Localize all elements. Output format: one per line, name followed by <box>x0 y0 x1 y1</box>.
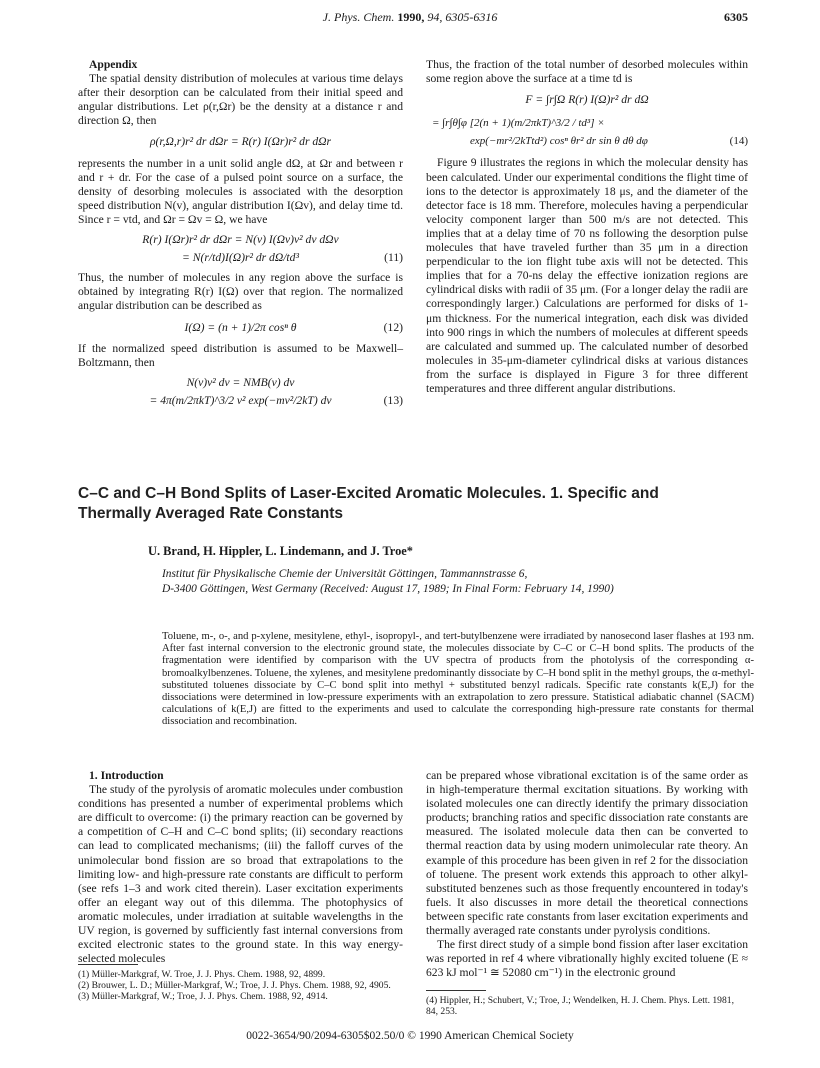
section-heading: 1. Introduction <box>89 769 164 782</box>
equation-12: I(Ω) = (n + 1)/2π cosⁿ θ (12) <box>184 320 403 334</box>
equation-number: (13) <box>383 393 403 407</box>
equation-number: (11) <box>384 251 403 265</box>
footnotes-left <box>78 964 403 1003</box>
equation-11-line2: = N(r/td)I(Ω)r² dr dΩ/td³ (11) <box>182 251 403 265</box>
body-paragraph: The study of the pyrolysis of aromatic molecules under combustion conditions has presented a number of experimental problems which are difficult to overcome: (i) the primary reaction can be governed by a competition of C–H and C–C bond splits; (ii) secondary reactions can lead to complicated mechanisms; (iii) the falloff curves of the unimolecular bond fission are so broad that extrapolations to the limiting low- and high-pressure rate constants are difficult to perform (see refs 1–3 and work cited therein). Laser excitation experiments offer an elegant way out of this dilemma. The photophysics of aromatic molecules, under irradiation at suitable wavelengths in the UV region, is governed by sufficiently fast internal conversions from excited electronic states to the ground state. In this way energy-selected molecules <box>78 783 403 966</box>
equation-number: (12) <box>383 320 403 334</box>
equation-13-line2: = 4π(m/2πkT)^3/2 v² exp(−mv²/2kT) dv (13) <box>149 393 403 407</box>
introduction-left <box>78 769 403 966</box>
footnote: (1) Müller-Markgraf, W. Troe, J. J. Phys. Chem. 1988, 92, 4899. <box>78 969 326 980</box>
footnotes-right <box>426 990 748 1017</box>
introduction-right <box>426 769 748 980</box>
footnote-rule <box>78 964 138 965</box>
equation-14-line1: = ∫r∫θ∫φ [2(n + 1)(m/2πkT)^3/2 / td³] × <box>432 117 605 130</box>
journal-name: J. Phys. Chem. <box>322 10 395 24</box>
journal-volume: 94, <box>427 10 443 24</box>
affiliation: Institut für Physikalische Chemie der Universität Göttingen, Tammannstrasse 6, D-3400 Göttingen, West Germany (Received: August 17, 1989; In Final Form: February 14, 1990) <box>162 568 614 595</box>
appendix-paragraph: The spatial density distribution of molecules at various time delays after their desorption can be calculated from their initial speed and angular distributions. Let ρ(r,Ωr) be the density at a distance r and direction Ω, then <box>78 72 403 128</box>
equation-11-line1: R(r) I(Ωr)r² dr dΩr = N(v) I(Ωv)v² dv dΩv <box>142 233 339 247</box>
footnote-rule <box>426 990 486 991</box>
journal-pages: 6305-6316 <box>445 10 498 24</box>
appendix-section <box>78 58 403 412</box>
authors: U. Brand, H. Hippler, L. Lindemann, and J. Troe* <box>148 544 413 558</box>
copyright-line: 0022-3654/90/2094-6305$02.50/0 © 1990 American Chemical Society <box>246 1030 574 1042</box>
footnote: (2) Brouwer, L. D.; Müller-Markgraf, W.; Troe, J. J. Phys. Chem. 1988, 92, 4905. <box>78 980 391 992</box>
article-title: C–C and C–H Bond Splits of Laser-Excited Aromatic Molecules. 1. Specific and Thermally Averaged Rate Constants <box>78 485 659 522</box>
body-paragraph: Figure 9 illustrates the regions in which the molecular density has been calculated. Under our experimental conditions the flight time of ions to the detector is approximately 18 μs, and the diameter of the detector face is 18 mm. Therefore, molecules having a perpendicular velocity component larger than 500 m/s are not detected. This implies that at a delay time of 70 ns following the desorption pulse molecules that have traveled further than 35 μm in a direction perpendicular to the ion flight tube axis will not be detected. This implies that for a 70-ns delay the effective ionization regions are cylindrical disks with radii of 35 μm. (For a longer delay the radii are correspondingly larger.) Calculations are performed for disks of 1-μm thickness. For the numerical integration, each disk was divided into 900 rings in which the numbers of molecules at different speeds are calculated and summed up. The calculated number of desorbed molecules in 35-μm-diameter cylindrical disks at various distances from the surface is displayed in Figure 3 for three different temperatures and three different angular distributions. <box>426 156 748 395</box>
body-paragraph: Thus, the fraction of the total number of desorbed molecules within some region above the surface at a time td is <box>426 58 748 86</box>
body-paragraph: can be prepared whose vibrational excitation is of the same order as in high-temperature thermal excitation situations. By working with isolated molecules one can directly identify the primary dissociation products; branching ratios and specific dissociation rate constants are measured. The isolated molecule data then can be converted to thermal reaction data by using modern unimolecular rate theory. An example of this procedure has been given in ref 2 for the dissociation of toluene. The present work extends this approach to other alkyl-substituted benzenes such as those frequently encountered in today's fuels. It also discusses in more detail the theoretical connections between specific rate constants from laser excitation experiments and thermally averaged rate constants under pyrolysis conditions. <box>426 769 748 938</box>
footnote: (4) Hippler, H.; Schubert, V.; Troe, J.; Wendelken, H. J. Chem. Phys. Lett. 1981, 84, 253. <box>426 995 734 1018</box>
footnote: (3) Müller-Markgraf, W.; Troe, J. J. Phys. Chem. 1988, 92, 4914. <box>78 991 328 1003</box>
equation-number: (14) <box>729 135 748 148</box>
equation-13-line1: N(v)v² dv = NMB(v) dv <box>186 375 295 389</box>
body-paragraph: The first direct study of a simple bond fission after laser excitation was reported in ref 4 where vibrationally highly excited toluene (E ≈ 623 kJ mol⁻¹ ≅ 52080 cm⁻¹) in the electronic ground <box>426 938 748 980</box>
page-number: 6305 <box>724 10 748 24</box>
appendix-paragraph: If the normalized speed distribution is assumed to be Maxwell–Boltzmann, then <box>78 341 403 369</box>
equation-density: ρ(r,Ω,r)r² dr dΩr = R(r) I(Ωr)r² dr dΩr <box>149 135 332 149</box>
journal-year: 1990, <box>397 10 425 24</box>
running-head <box>0 10 820 30</box>
equation-F: F = ∫r∫Ω R(r) I(Ω)r² dr dΩ <box>525 93 649 107</box>
appendix-paragraph: represents the number in a unit solid angle dΩ, at Ωr and between r and r + dr. For the case of a pulsed point source on a surface, the density of desorbing molecules is associated with the desorption speed distribution N(v), angular distribution I(Ωv), and delay time td. Since r = vtd, and Ωr = Ωv = Ω, we have <box>78 156 403 226</box>
appendix-continued <box>426 58 748 396</box>
abstract: Toluene, m-, o-, and p-xylene, mesitylene, ethyl-, isopropyl-, and tert-butylbenzene were irradiated by nanosecond laser flashes at 193 nm. After fast internal conversion to the electronic ground state, the molecules dissociate by C–C or C–H bond splits. The products of the fragmentation were identified by comparison with the UV spectra of products from the photolysis of the corresponding α-bromoalkylbenzenes. Toluene, the xylenes, and mesitylene predominantly dissociate by C–H bond split in the methyl groups, the α-methyl-substituted toluenes dissociate by C–C bond split into methyl + substituted benzyl radicals. Specific rate constants k(E,J) for the dissociations were determined in low-pressure experiments with an extrapolation to zero pressure. Statistical adiabatic channel (SACM) calculations of k(E,J) are fitted to the experiments and used to calculate the corresponding high-pressure rate constants for thermal dissociation and recombination. <box>162 631 754 728</box>
appendix-paragraph: Thus, the number of molecules in any region above the surface is obtained by integrating R(r) I(Ω) over that region. The normalized angular distribution can be described as <box>78 271 403 313</box>
equation-14-line2: exp(−mr²/2kTtd²) cosⁿ θr² dr sin θ dθ dφ (14) <box>470 135 748 148</box>
appendix-heading: Appendix <box>89 58 138 71</box>
